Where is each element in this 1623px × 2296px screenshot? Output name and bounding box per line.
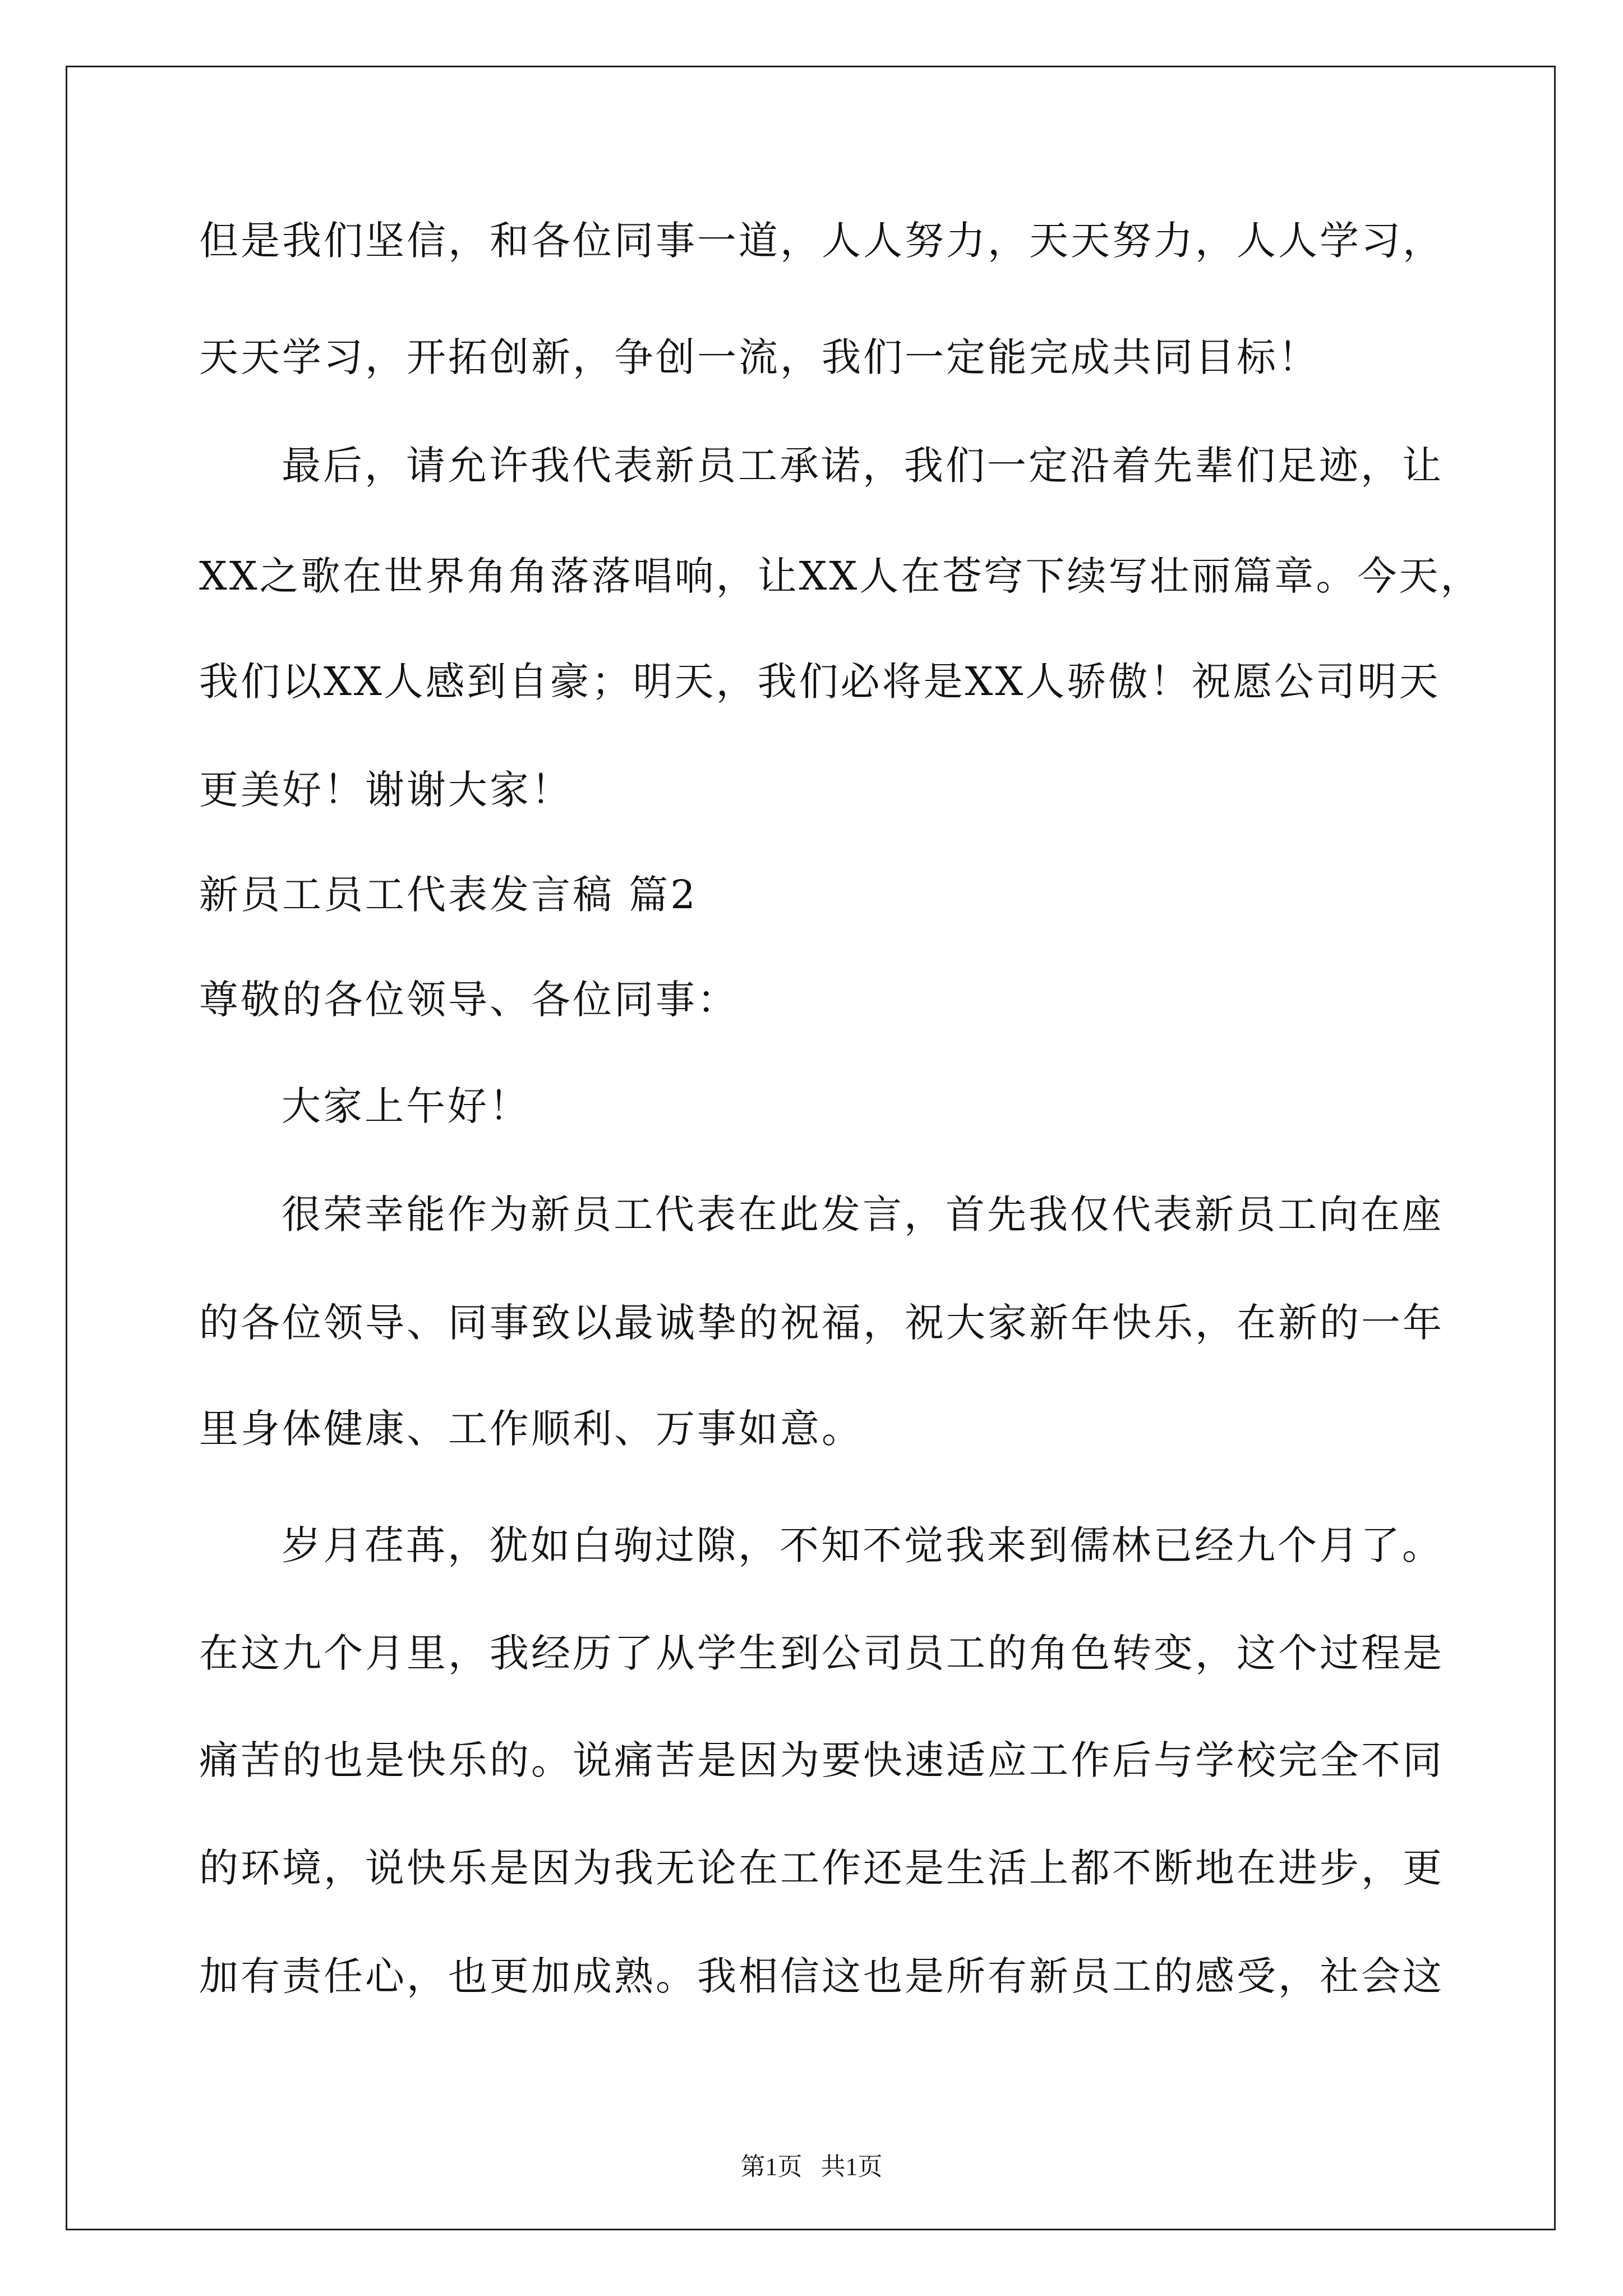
body-line: XX之歌在世界角角落落唱响，让XX人在苍穹下续写壮丽篇章。今天， bbox=[199, 553, 1482, 599]
body-line: 的环境，说快乐是因为我无论在工作还是生活上都不断地在进步，更 bbox=[199, 1845, 1444, 1891]
salutation: 尊敬的各位领导、各位同事： bbox=[199, 977, 739, 1023]
body-line: 最后，请允许我代表新员工承诺，我们一定沿着先辈们足迹，让 bbox=[282, 443, 1444, 489]
section-heading: 新员工员工代表发言稿 篇2 bbox=[199, 872, 698, 918]
body-line: 很荣幸能作为新员工代表在此发言，首先我仅代表新员工向在座 bbox=[282, 1191, 1444, 1237]
body-line: 更美好！谢谢大家！ bbox=[199, 767, 573, 813]
body-line: 我们以XX人感到自豪；明天，我们必将是XX人骄傲！祝愿公司明天 bbox=[199, 659, 1441, 705]
body-line: 加有责任心，也更加成熟。我相信这也是所有新员工的感受，社会这 bbox=[199, 1953, 1444, 1999]
greeting: 大家上午好！ bbox=[282, 1083, 531, 1129]
body-line: 在这九个月里，我经历了从学生到公司员工的角色转变，这个过程是 bbox=[199, 1630, 1444, 1676]
body-line: 里身体健康、工作顺利、万事如意。 bbox=[199, 1406, 863, 1452]
body-line: 岁月荏苒，犹如白驹过隙，不知不觉我来到儒林已经九个月了。 bbox=[282, 1522, 1444, 1568]
body-line: 但是我们坚信，和各位同事一道，人人努力，天天努力，人人学习， bbox=[199, 218, 1444, 264]
body-line: 痛苦的也是快乐的。说痛苦是因为要快速适应工作后与学校完全不同 bbox=[199, 1737, 1444, 1783]
page-border bbox=[66, 66, 1556, 2230]
body-line: 天天学习，开拓创新，争创一流，我们一定能完成共同目标！ bbox=[199, 334, 1320, 380]
body-line: 的各位领导、同事致以最诚挚的祝福，祝大家新年快乐，在新的一年 bbox=[199, 1300, 1444, 1346]
page-number-footer: 第1页 共1页 bbox=[740, 2153, 883, 2180]
